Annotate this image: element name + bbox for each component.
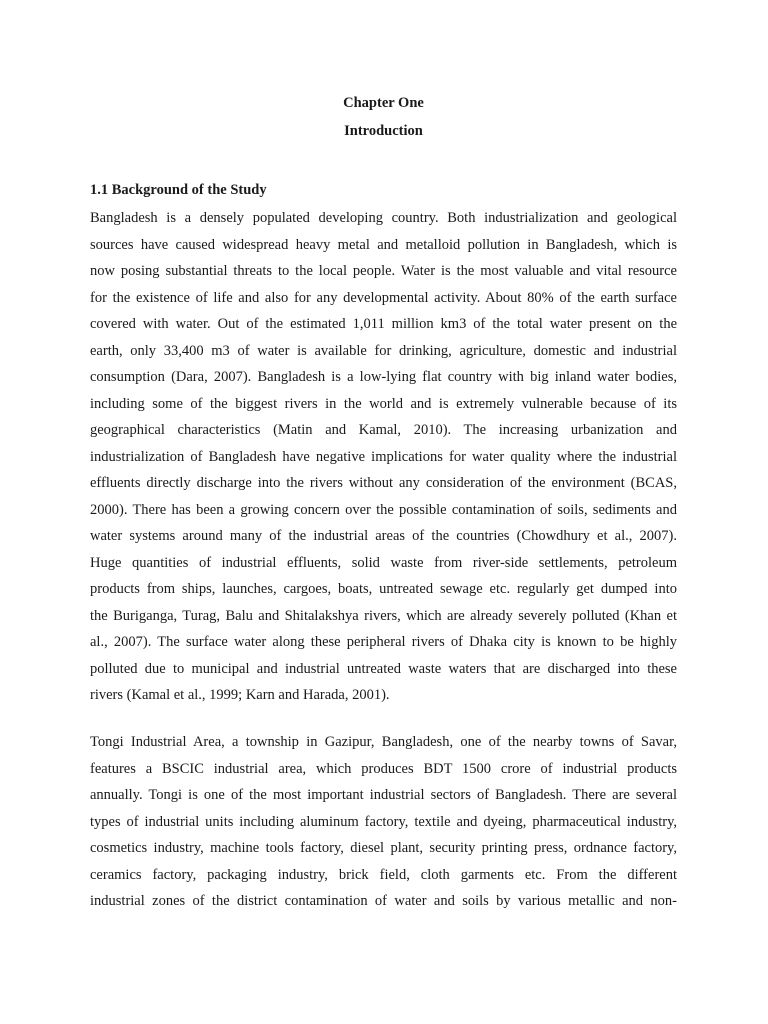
text-line: types of industrial units including aluminum factory, textile and dyeing, pharmaceutical industry, [90, 813, 677, 830]
text-line: effluents directly discharge into the rivers without any consideration of the environment (BCAS, [90, 475, 677, 491]
text-line: water systems around many of the industrial areas of the countries (Chowdhury et al., 2007). [90, 528, 677, 544]
text-line: cosmetics industry, machine tools factory, diesel plant, security printing press, ordnance factory, [90, 840, 677, 856]
text-line: geographical characteristics (Matin and Kamal, 2010). The increasing urbanization and [90, 422, 677, 438]
text-line: including some of the biggest rivers in the world and is extremely vulnerable because of its [90, 395, 677, 412]
text-line: industrialization of Bangladesh have negative implications for water quality where the industrial [90, 448, 677, 465]
text-line: 2000). There has been a growing concern over the possible contamination of soils, sediments and [90, 501, 677, 518]
text-line: products from ships, launches, cargoes, boats, untreated sewage etc. regularly get dumped into [90, 581, 677, 597]
text-line: for the existence of life and also for any developmental activity. About 80% of the earth surface [90, 289, 677, 306]
text-line: annually. Tongi is one of the most important industrial sectors of Bangladesh. There are several [90, 787, 677, 803]
text-line: rivers (Kamal et al., 1999; Karn and Harada, 2001). [90, 687, 390, 703]
text-line: now posing substantial threats to the local people. Water is the most valuable and vital resource [90, 263, 677, 279]
text-line: consumption (Dara, 2007). Bangladesh is a low-lying flat country with big inland water bodies, [90, 369, 677, 385]
chapter-number: Chapter One [343, 95, 424, 111]
text-line: sources have caused widespread heavy metal and metalloid pollution in Bangladesh, which is [90, 236, 677, 253]
text-line: Bangladesh is a densely populated developing country. Both industrialization and geological [90, 210, 677, 226]
text-line: Tongi Industrial Area, a township in Gazipur, Bangladesh, one of the nearby towns of Savar, [90, 734, 677, 750]
text-line: Huge quantities of industrial effluents, solid waste from river-side settlements, petroleum [90, 554, 677, 571]
text-line: al., 2007). The surface water along these peripheral rivers of Dhaka city is known to be highly [90, 634, 677, 650]
paragraph-tongi [90, 729, 677, 915]
text-line: industrial zones of the district contamination of water and soils by various metallic and non- [90, 893, 677, 909]
text-line: features a BSCIC industrial area, which produces BDT 1500 crore of industrial products [90, 760, 677, 777]
text-line: earth, only 33,400 m3 of water is available for drinking, agriculture, domestic and industrial [90, 342, 677, 359]
text-line: covered with water. Out of the estimated 1,011 million km3 of the total water present on the [90, 316, 677, 332]
text-line: polluted due to municipal and industrial untreated waste waters that are discharged into these [90, 660, 677, 677]
text-line: ceramics factory, packaging industry, brick field, cloth garments etc. From the different [90, 866, 677, 883]
chapter-title: Introduction [344, 123, 423, 139]
paragraph-background [90, 205, 677, 709]
document-page [90, 0, 677, 1024]
text-line: the Buriganga, Turag, Balu and Shitalakshya rivers, which are already severely polluted (Khan et [90, 607, 677, 624]
section-heading: 1.1 Background of the Study [90, 182, 267, 198]
